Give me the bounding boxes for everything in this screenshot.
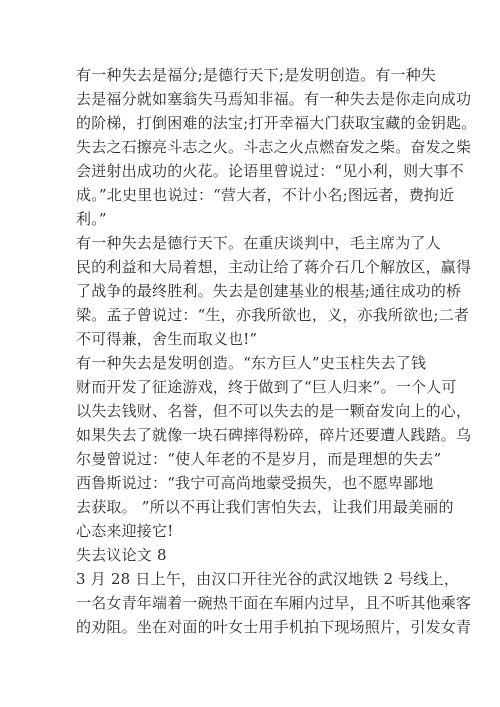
section-heading: 失去议论文 8 [76, 546, 167, 564]
text-line: 以失去钱财、名誉，但不可以失去的是一颗奋发向上的心， [76, 402, 472, 420]
text-line: 成。”北史里也说过：“营大者，不计小名;图远者，费拘近 [76, 186, 455, 204]
text-line: 西鲁斯说过：“我宁可高尚地蒙受损失，也不愿卑鄙地 [76, 474, 434, 492]
text-line: 有一种失去是发明创造。“东方巨人”史玉柱失去了钱 [76, 354, 427, 372]
text-line: 有一种失去是德行天下。在重庆谈判中，毛主席为了人 [76, 234, 441, 252]
text-line: 尔曼曾说过：“使人年老的不是岁月，而是理想的失去” [76, 450, 442, 468]
text-line: 一名女青年端着一碗热干面在车厢内过早，且不听其他乘客 [76, 594, 472, 612]
text-line: 如果失去了就像一块石碑摔得粉碎，碎片还要遭人践踏。乌 [76, 426, 472, 444]
text-line: 民的利益和大局着想，主动让给了蒋介石几个解放区，赢得 [76, 258, 472, 276]
text-line: 的阶梯，打倒困难的法宝;打开幸福大门获取宝藏的金钥匙。 [76, 114, 477, 132]
text-line: 心态来迎接它! [76, 522, 174, 540]
text-line: 有一种失去是福分;是德行天下;是发明创造。有一种失 [76, 66, 437, 84]
text-line: 会迸射出成功的火花。论语里曾说过：“见小利，则大事不 [76, 162, 464, 180]
text-line: 3 月 28 日上午，由汉口开往光谷的武汉地铁 2 号线上， [76, 570, 460, 588]
text-line: 梁。孟子曾说过：“生，亦我所欲也，义，亦我所欲也;二者 [76, 306, 470, 324]
text-line: 不可得兼，舍生而取义也!” [76, 330, 258, 348]
text-line: 的劝阻。坐在对面的叶女士用手机拍下现场照片，引发女青 [76, 618, 472, 636]
text-line: 失去之石擦亮斗志之火。斗志之火点燃奋发之柴。奋发之柴 [76, 138, 472, 156]
text-line: 财而开发了征途游戏，终于做到了“巨人归来”。一个人可 [76, 378, 457, 396]
text-line: 去获取。 ”所以不再让我们害怕失去，让我们用最美丽的 [76, 498, 454, 516]
text-line: 了战争的最终胜利。失去是创建基业的根基;通往成功的桥 [76, 282, 462, 300]
text-line: 去是福分就如塞翁失马焉知非福。有一种失去是你走向成功 [76, 90, 472, 108]
text-line: 利。” [76, 210, 107, 228]
